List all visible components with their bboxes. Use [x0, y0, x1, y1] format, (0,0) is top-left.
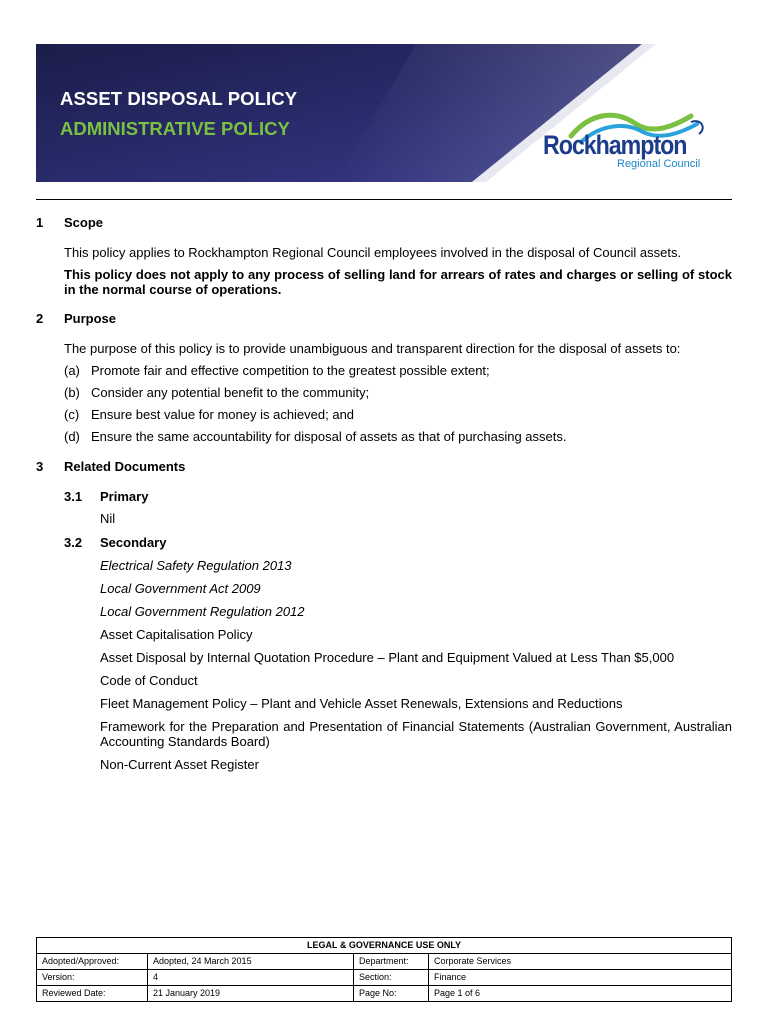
purpose-list	[64, 363, 732, 444]
footer-value: Corporate Services	[429, 954, 732, 970]
document-subtitle: ADMINISTRATIVE POLICY	[60, 118, 290, 139]
reference-item: Local Government Act 2009	[100, 581, 261, 596]
reference-item: Code of Conduct	[100, 673, 198, 688]
reference-item: Non-Current Asset Register	[100, 757, 259, 772]
section-heading-purpose	[36, 311, 732, 326]
footer-key: Adopted/Approved:	[37, 954, 148, 970]
subsection-number: 3.2	[64, 535, 83, 550]
footer-value: Finance	[429, 970, 732, 986]
list-item-text: Promote fair and effective competition to the greatest possible extent;	[91, 363, 490, 378]
section-heading-scope	[36, 215, 732, 230]
reference-item: Framework for the Preparation and Presentation of Financial Statements (Australian Government, Australian Accounting Standards Board)	[100, 719, 732, 749]
reference-item: Local Government Regulation 2012	[100, 604, 305, 619]
reference-item: Fleet Management Policy – Plant and Vehicle Asset Renewals, Extensions and Reductions	[100, 696, 623, 711]
footer-heading: LEGAL & GOVERNANCE USE ONLY	[37, 938, 732, 954]
footer-value: Page 1 of 6	[429, 986, 732, 1002]
subsection-number: 3.1	[64, 489, 83, 504]
council-logo	[541, 108, 711, 182]
table-row	[37, 970, 732, 986]
subsection-title: Secondary	[100, 535, 167, 550]
table-row	[37, 986, 732, 1002]
list-item-text: Ensure the same accountability for disposal of assets as that of purchasing assets.	[91, 429, 567, 444]
list-item-text: Ensure best value for money is achieved; and	[91, 407, 355, 422]
section-number: 2	[36, 311, 44, 326]
governance-footer-table	[36, 937, 732, 1002]
subsection-heading-secondary	[64, 535, 732, 550]
subsection-heading-primary	[64, 489, 732, 504]
footer-value: 4	[148, 970, 354, 986]
table-row	[37, 954, 732, 970]
reference-item: Electrical Safety Regulation 2013	[100, 558, 292, 573]
header-banner	[36, 44, 732, 182]
footer-key: Department:	[354, 954, 429, 970]
section-title: Purpose	[64, 311, 117, 326]
footer-value: Adopted, 24 March 2015	[148, 954, 354, 970]
subsection-title: Primary	[100, 489, 149, 504]
document-title: ASSET DISPOSAL POLICY	[60, 88, 298, 109]
reference-item: Asset Disposal by Internal Quotation Procedure – Plant and Equipment Valued at Less Than $5,000	[100, 650, 675, 665]
logo-wordmark: Rockhampton	[543, 130, 687, 160]
header-rule	[36, 199, 732, 200]
document-body	[36, 212, 732, 772]
section-number: 3	[36, 459, 44, 474]
list-item-label: (d)	[64, 429, 80, 444]
list-item	[64, 363, 732, 378]
footer-key: Reviewed Date:	[37, 986, 148, 1002]
section-title: Scope	[64, 215, 104, 230]
scope-exclusion-paragraph: This policy does not apply to any process of selling land for arrears of rates and charges or selling of stock in the normal course of operations.	[64, 267, 732, 297]
logo-subtext: Regional Council	[617, 158, 701, 170]
footer-value: 21 January 2019	[148, 986, 354, 1002]
reference-item: Nil	[100, 511, 116, 526]
purpose-intro: The purpose of this policy is to provide unambiguous and transparent direction for the disposal of assets to:	[64, 341, 681, 356]
section-heading-related-documents	[36, 459, 732, 474]
list-item-label: (a)	[64, 363, 80, 378]
section-title: Related Documents	[64, 459, 186, 474]
footer-key: Section:	[354, 970, 429, 986]
list-item-text: Consider any potential benefit to the community;	[91, 385, 370, 400]
list-item	[64, 407, 732, 422]
list-item	[64, 385, 732, 400]
list-item	[64, 429, 732, 444]
list-item-label: (b)	[64, 385, 80, 400]
section-number: 1	[36, 215, 44, 230]
footer-key: Page No:	[354, 986, 429, 1002]
list-item-label: (c)	[64, 407, 80, 422]
footer-key: Version:	[37, 970, 148, 986]
scope-paragraph: This policy applies to Rockhampton Regional Council employees involved in the disposal of Council assets.	[64, 245, 682, 260]
reference-item: Asset Capitalisation Policy	[100, 627, 253, 642]
